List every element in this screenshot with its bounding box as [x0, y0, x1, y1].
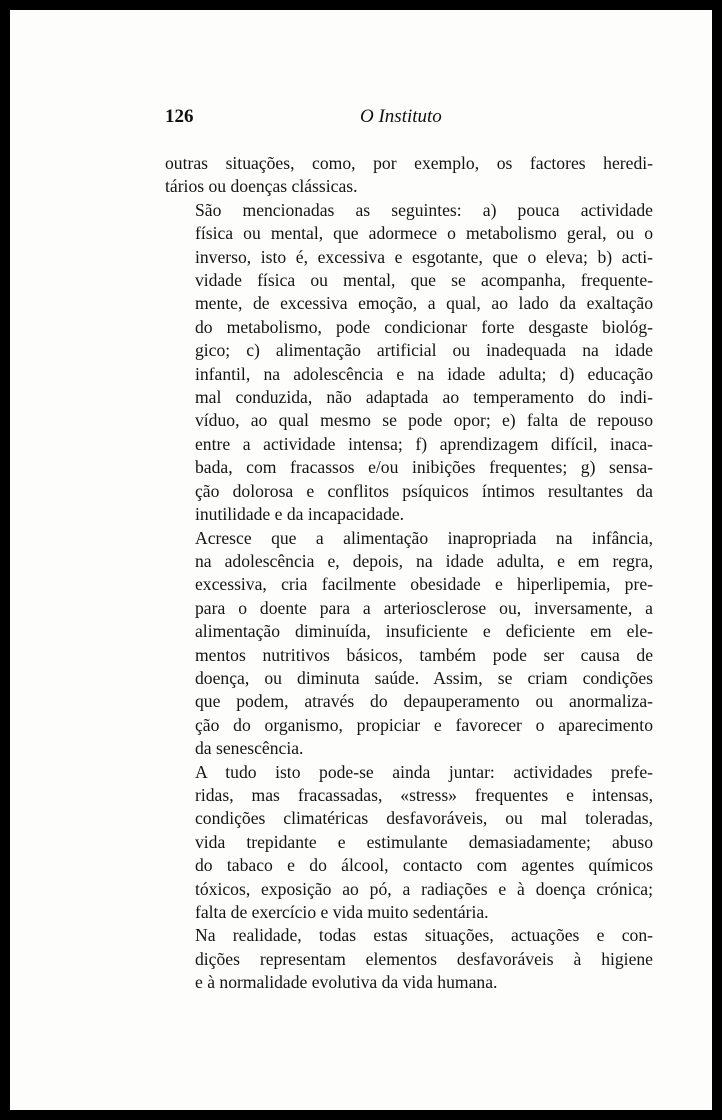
text-line: gico; c) alimentação artificial ou inadequada na idade [195, 340, 653, 361]
text-line: inutilidade e da incapacidade. [195, 504, 405, 525]
text-line: ção dolorosa e conflitos psíquicos íntimos resultantes da [195, 480, 653, 501]
text-line: A tudo isto pode-se ainda juntar: actividades prefe- [195, 761, 653, 782]
text-line: ção do organismo, propiciar e favorecer o aparecimento [195, 714, 653, 735]
running-title: O Instituto [360, 106, 442, 127]
paragraph [165, 199, 653, 527]
text-line: tários ou doenças clássicas. [165, 176, 358, 197]
text-line: mal conduzida, não adaptada ao temperamento do indi- [195, 387, 653, 408]
text-line: da senescência. [195, 738, 304, 759]
text-line: e à normalidade evolutiva da vida humana. [195, 972, 498, 993]
body-text [165, 152, 653, 995]
text-line: vidade física ou mental, que se acompanha, frequente- [195, 270, 653, 291]
paragraph [165, 761, 653, 925]
text-line: mentos nutritivos básicos, também pode ser causa de [195, 644, 653, 665]
book-page [10, 10, 712, 1110]
text-line: dições representam elementos desfavoráveis à higiene [195, 948, 653, 969]
paragraph [165, 924, 653, 994]
text-line: que podem, através do depauperamento ou anormaliza- [195, 691, 653, 712]
page-number: 126 [165, 106, 194, 127]
text-line: mente, de excessiva emoção, a qual, ao lado da exaltação [195, 293, 653, 314]
text-line: do tabaco e do álcool, contacto com agentes químicos [195, 855, 653, 876]
text-line: alimentação diminuída, insuficiente e deficiente em ele- [195, 621, 653, 642]
text-line: víduo, ao qual mesmo se pode opor; e) falta de repouso [195, 410, 653, 431]
text-line: Acresce que a alimentação inapropriada na infância, [195, 527, 653, 548]
text-line: entre a actividade intensa; f) aprendizagem difícil, inaca- [195, 433, 653, 454]
text-line: na adolescência e, depois, na idade adulta, e em regra, [195, 550, 653, 571]
paragraph [165, 527, 653, 761]
text-line: Na realidade, todas estas situações, actuações e con- [195, 925, 653, 946]
text-line: para o doente para a arteriosclerose ou, inversamente, a [195, 597, 653, 618]
text-line: falta de exercício e vida muito sedentária. [195, 902, 489, 922]
text-line: São mencionadas as seguintes: a) pouca actividade [195, 199, 653, 220]
text-line: vida trepidante e estimulante demasiadamente; abuso [195, 831, 653, 852]
paragraph [165, 152, 653, 199]
page-header [165, 106, 653, 130]
text-line: ridas, mas fracassadas, «stress» frequentes e intensas, [195, 784, 653, 805]
text-line: bada, com fracassos e/ou inibições frequentes; g) sensa- [195, 457, 653, 478]
text-line: inverso, isto é, excessiva e esgotante, que o eleva; b) acti- [195, 246, 653, 267]
text-line: física ou mental, que adormece o metabolismo geral, ou o [195, 223, 653, 244]
text-line: excessiva, cria facilmente obesidade e hiperlipemia, pre- [195, 574, 653, 595]
text-line: do metabolismo, pode condicionar forte desgaste biológ- [195, 316, 653, 337]
text-line: infantil, na adolescência e na idade adulta; d) educação [195, 363, 653, 384]
text-line: doença, ou diminuta saúde. Assim, se criam condições [195, 667, 653, 688]
text-line: tóxicos, exposição ao pó, a radiações e à doença crónica; [195, 878, 653, 899]
text-line: outras situações, como, por exemplo, os factores heredi- [165, 153, 653, 173]
text-line: condições climatéricas desfavoráveis, ou mal toleradas, [195, 808, 653, 829]
